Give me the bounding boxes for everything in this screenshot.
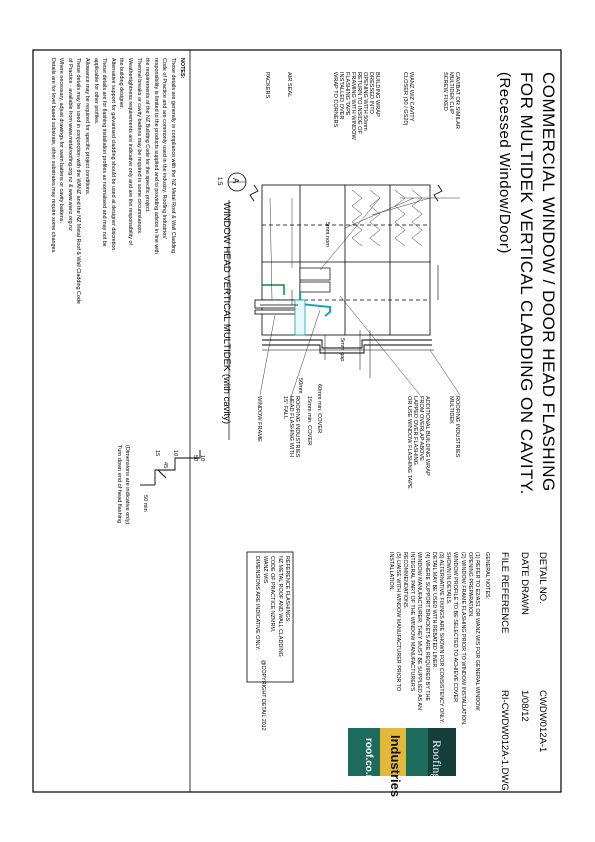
note-line: Weathertightness requirements are indicative only and are the responsibility of bbox=[127, 58, 133, 245]
note-line: Thermal breaks or cavity battens may be required in some circumstances. bbox=[135, 58, 142, 235]
profile-dim: 10 bbox=[172, 450, 178, 457]
drawing-label-left: SCREW FIXED bbox=[442, 72, 448, 111]
profile-dim: 15 bbox=[154, 450, 160, 457]
drawing-label-right: LAPPED OVER FLASHING bbox=[412, 396, 418, 466]
dim-50mm: 50mm bbox=[297, 378, 303, 394]
profile-dim: 10 bbox=[199, 455, 205, 462]
drawing-label-left: DRESSED INTO bbox=[368, 72, 374, 114]
drawing-label-left: FRAMING WITH WINDOW bbox=[350, 72, 356, 140]
drawing-caption: WINDOW HEAD VERTICAL MULTIDEK (with cavity) bbox=[221, 202, 232, 425]
drawing-label-left: CLOSER (30 / GS20) bbox=[402, 72, 408, 126]
file-value: RI-CWDW012A-1.DWG bbox=[499, 690, 510, 791]
title-line1: COMMERCIAL WINDOW / DOOR HEAD FLASHING bbox=[539, 72, 558, 492]
title-line3: (Recessed Window/Door) bbox=[496, 72, 513, 254]
drawing-label-right: HEAD FLASHING WITH bbox=[288, 396, 294, 457]
dim-5mm-gap: 5mm gap bbox=[339, 338, 345, 362]
note-line: responsibility is limited to the products supplied and to providing advice in line with bbox=[152, 58, 159, 254]
detail-no-label: DETAIL NO. bbox=[537, 552, 548, 604]
drawing-label-left: WRAP TO CORNERS bbox=[332, 72, 338, 128]
section-letter: A bbox=[231, 178, 240, 184]
logo-line3: roof.co.nz bbox=[363, 738, 374, 786]
general-note-line: INTEGRAL PART OF THE WINDOW MANUFACTURER'S bbox=[409, 552, 416, 692]
note-line: the requirements of the NZ Building Code for the specific project. bbox=[144, 58, 151, 213]
reference-line: CODE OF PRACTICE NZMRM, bbox=[269, 556, 275, 633]
note-line: These details may be used in conjunction with the WANZ and the NZ Metal Roof & Wall Cladding Code bbox=[75, 58, 82, 304]
drawing-label-right: OR USE WINDOW FLASHING TAPE bbox=[406, 396, 412, 489]
reference-line: DIMENSIONS ARE INDICATIVE ONLY. bbox=[254, 556, 260, 651]
general-note-line: (1) REFER TO E2/AS1 OR WANZ WIS FOR GENERAL WINDOW bbox=[474, 552, 480, 711]
profile-dim: 50 min bbox=[142, 495, 148, 512]
drawing-label-left: MULTIDEK CLIP bbox=[448, 72, 454, 114]
note-line: of Practice - available from www.metalroofing.org.nz & www.wanz.org.nz bbox=[66, 58, 73, 231]
logo-line1: Roofing bbox=[430, 740, 444, 780]
general-note-line: DETAIL MAY BE USED WITH REBATED LINER. bbox=[430, 552, 437, 669]
profile-dim: 45 bbox=[162, 462, 168, 469]
note-line: These details are for flashing installation profiles as normalised and may not be bbox=[101, 58, 108, 247]
detail-no-value: CWDW012A-1 bbox=[537, 690, 548, 753]
general-notes-heading: GENERAL NOTES: bbox=[484, 552, 490, 600]
drawing-label-left: BUILDING WRAP bbox=[374, 72, 380, 117]
dim-5mm-nom: 5mm nom bbox=[324, 222, 330, 247]
drawing-label-right: ROOFING INDUSTRIES bbox=[294, 396, 300, 458]
reference-line: NZ METAL ROOF AND WALL CLADDING bbox=[276, 556, 283, 657]
general-note-line: (5) LIAISE WITH WINDOW MANUFACTURER PRIOR TO bbox=[394, 552, 401, 692]
drawing-label-right: WINDOW FRAME bbox=[256, 396, 262, 442]
general-note-line: WINDOW MANUFACTURER, THEY MUST BE SUPPLIED AS AN bbox=[416, 552, 423, 710]
general-note-line: (4) WHERE SUPPORT BRACKETS ARE REQUIRED BY THE bbox=[423, 552, 430, 702]
drawing-label-left: INSTALLED OVER bbox=[338, 72, 344, 120]
note-line: Code of Practice and are commonly used in the industry. Roofing Industries' bbox=[161, 58, 168, 240]
date-label: DATE DRAWN bbox=[519, 552, 530, 615]
section-scale: 1:5 bbox=[216, 177, 222, 186]
file-label: FILE REFERENCE bbox=[499, 552, 510, 634]
general-note-line: WINDOW PROFILE TO BE SELECTED TO ACHIEVE COVER bbox=[452, 552, 459, 702]
note-line: Where necessary, adjust drawings for swim battens or cavity battens. bbox=[58, 58, 65, 223]
profile-dim: 50 bbox=[192, 455, 198, 462]
drawing-label-left: AIR SEAL bbox=[286, 72, 292, 98]
drawing-label-right: FROM OVERLAP ABOVE bbox=[418, 396, 424, 461]
note-line: Alternative support for galvanised cladding should be used at designer discretion. bbox=[109, 58, 116, 252]
drawing-label-right: MULTIDEK bbox=[448, 396, 454, 424]
note-line: These details are generally in compliance with the NZ Metal Roof & Wall Cladding bbox=[170, 58, 176, 254]
drawing-label-left: FLASHING TAPE bbox=[344, 72, 350, 116]
copyright-text: @COPYRIGHT DETAIL 2012 bbox=[260, 660, 266, 731]
drawing-label-left: CAVIBAT OR SIMILAR bbox=[454, 72, 460, 129]
reference-line: REFERENCE FLASHINGS: bbox=[284, 556, 290, 623]
date-value: 1/08/12 bbox=[519, 690, 530, 722]
multidek-cladding bbox=[262, 340, 434, 353]
cavity-battens bbox=[300, 268, 330, 292]
general-note-line: (2) WINDOW FRAME FLASHING PRIOR TO WINDOW INSTALLATION. bbox=[459, 552, 466, 726]
note-line: applicable for other profiles. bbox=[92, 58, 99, 125]
drawing-label-left: PACKERS bbox=[264, 72, 270, 99]
general-note-line: INSTALLATION. bbox=[387, 552, 394, 592]
drawing-label-left: WANZ WIZ CAVITY bbox=[408, 72, 414, 122]
note-line: the building designer. bbox=[118, 58, 125, 109]
drawing-label-right: 15° FALL bbox=[282, 396, 288, 420]
general-note-line: OPENING PREPARATION. bbox=[466, 552, 473, 618]
title-line2: FOR MULTIDEK VERTICAL CLADDING ON CAVITY. bbox=[517, 72, 536, 495]
notes-heading: NOTES: bbox=[179, 58, 185, 79]
drawing-label-right: 15mm min. COVER bbox=[306, 396, 312, 446]
reference-line: WANZ WIS bbox=[261, 556, 268, 584]
logo-line2: Industries bbox=[388, 735, 403, 798]
profile-note-2: Turn down end of head flashing bbox=[116, 445, 122, 524]
drawing-label-right: ROOFING INDUSTRIES bbox=[454, 396, 460, 458]
drawing-label-right: ADDITIONAL BUILDING WRAP bbox=[424, 396, 430, 476]
drawing-label-left: OPENING WITH 50mm bbox=[362, 72, 368, 131]
drawing-label-left: RETURN TO INSIDE OF bbox=[356, 72, 362, 134]
note-line: Details are for level based substrate, other substrates may require some changes. bbox=[49, 58, 56, 254]
profile-note-1: (Dimensions are indicative only) bbox=[124, 445, 130, 525]
general-note-line: RECOMMENDATIONS. bbox=[402, 552, 408, 610]
general-note-line: SHOWN IN DETAILS. bbox=[445, 552, 452, 605]
note-line: Allowance may be required for specific project conditions. bbox=[84, 58, 90, 196]
dim-60mm-cover: 60mm min. COVER bbox=[316, 384, 322, 434]
general-note-line: (3) ALTERNATIVE FIXINGS ARE SHOWN FOR CONSISTENCY ONLY. bbox=[438, 552, 444, 724]
